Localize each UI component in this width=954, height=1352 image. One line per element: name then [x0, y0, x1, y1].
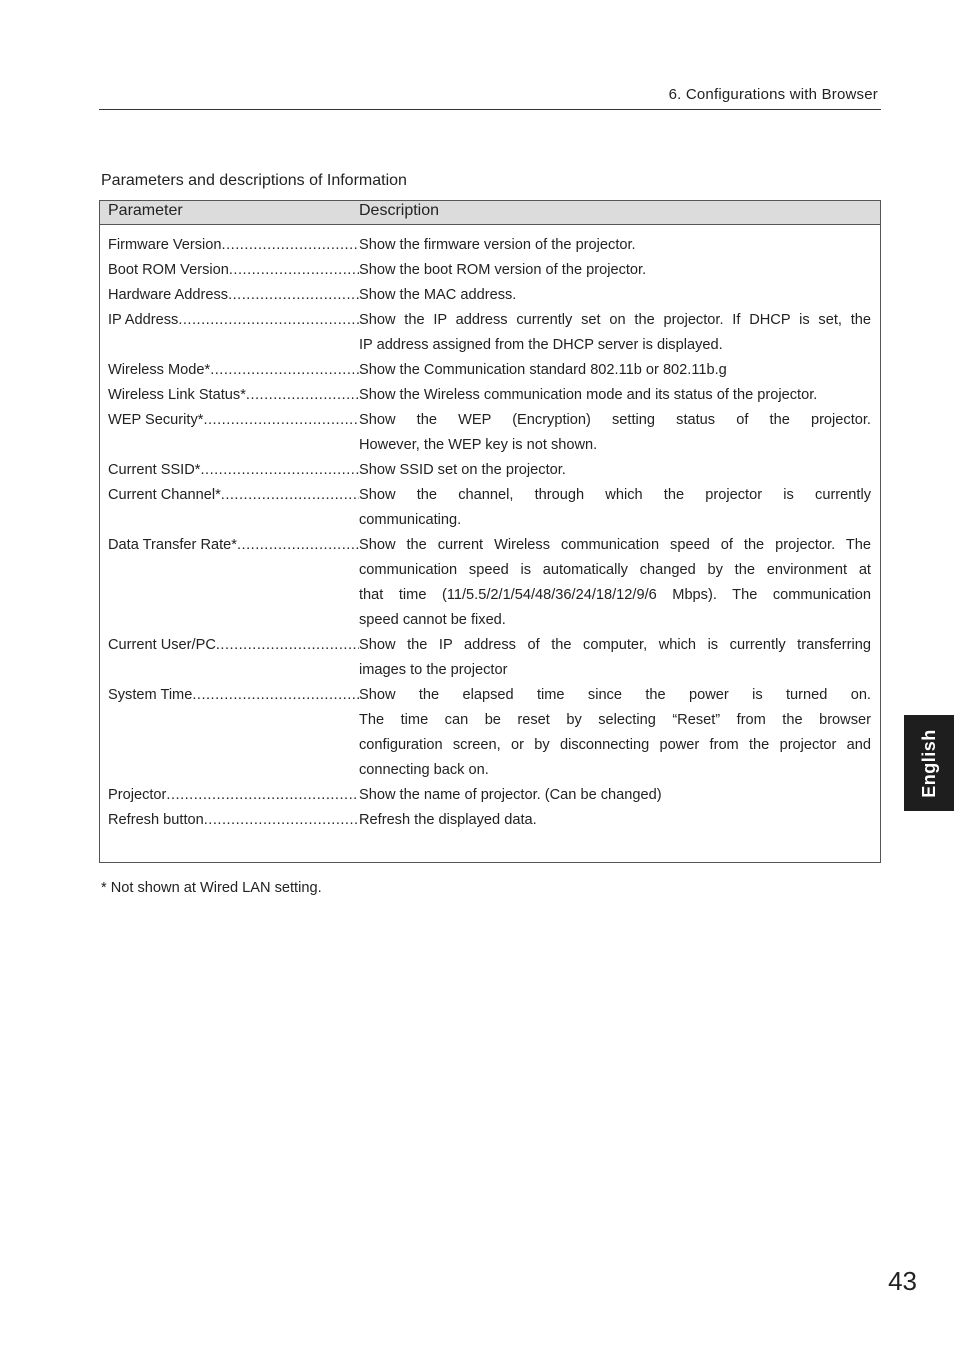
- table-row: [100, 808, 880, 833]
- table-row: [100, 233, 880, 258]
- description-line: Show the boot ROM version of the projector.: [359, 262, 647, 278]
- parameter-name: System Time: [108, 687, 193, 703]
- parameter-name: Current Channel*: [108, 487, 221, 503]
- description-cell: [359, 258, 871, 283]
- description-line: images to the projector: [359, 662, 508, 678]
- description-line: Show the current Wireless communication speed of the projector. The: [359, 537, 871, 553]
- description-line: Refresh the displayed data.: [359, 812, 537, 828]
- description-cell: [359, 283, 871, 308]
- parameter-name: Refresh button: [108, 812, 204, 828]
- parameter-cell: [100, 483, 359, 533]
- table-row: [100, 283, 880, 308]
- description-line: Show the elapsed time since the power is turned on.: [359, 687, 871, 703]
- description-line: Show SSID set on the projector.: [359, 462, 566, 478]
- description-cell: [359, 783, 871, 808]
- table-header: [100, 201, 880, 225]
- dot-leader: [216, 633, 359, 683]
- parameter-name: Firmware Version: [108, 237, 222, 253]
- dot-leader: [204, 808, 359, 833]
- dot-leader: [203, 408, 359, 458]
- description-line: IP address assigned from the DHCP server is displayed.: [359, 337, 723, 353]
- header-divider: [99, 109, 881, 110]
- description-cell: [359, 308, 871, 358]
- parameter-name: Current User/PC: [108, 637, 216, 653]
- parameter-cell: [100, 633, 359, 683]
- table-row: [100, 308, 880, 358]
- footnote: * Not shown at Wired LAN setting.: [101, 880, 322, 896]
- description-line: Show the Wireless communication mode and its status of the projector.: [359, 387, 818, 403]
- parameter-name: Wireless Link Status*: [108, 387, 246, 403]
- parameter-name: Projector: [108, 787, 167, 803]
- description-cell: [359, 483, 871, 533]
- description-cell: [359, 358, 871, 383]
- language-tab-label: English: [918, 728, 939, 798]
- parameter-name: Hardware Address: [108, 287, 229, 303]
- parameter-cell: [100, 408, 359, 458]
- table-row: [100, 383, 880, 408]
- dot-leader: [210, 358, 359, 383]
- description-cell: [359, 533, 871, 633]
- parameter-cell: [100, 808, 359, 833]
- parameter-name: Current SSID*: [108, 462, 201, 478]
- description-cell: [359, 408, 871, 458]
- description-line: Show the WEP (Encryption) setting status of the projector.: [359, 412, 871, 428]
- parameter-cell: [100, 358, 359, 383]
- parameter-cell: [100, 383, 359, 408]
- dot-leader: [222, 233, 359, 258]
- table-row: [100, 483, 880, 533]
- table-row: [100, 783, 880, 808]
- dot-leader: [192, 683, 359, 783]
- section-caption: Parameters and descriptions of Information: [101, 172, 407, 189]
- page-number: 43: [888, 1266, 917, 1296]
- description-cell: [359, 808, 871, 833]
- dot-leader: [229, 258, 359, 283]
- running-header: 6. Configurations with Browser: [668, 86, 878, 103]
- description-line: Show the MAC address.: [359, 287, 517, 303]
- column-header-description: Description: [359, 202, 440, 219]
- table-body: [100, 225, 880, 833]
- parameter-cell: [100, 683, 359, 783]
- description-line: However, the WEP key is not shown.: [359, 437, 598, 453]
- parameter-cell: [100, 458, 359, 483]
- description-cell: [359, 458, 871, 483]
- description-line: Show the channel, through which the projector is currently: [359, 487, 871, 503]
- parameter-name: WEP Security*: [108, 412, 204, 428]
- description-line: The time can be reset by selecting “Reset” from the browser: [359, 712, 871, 728]
- parameter-name: IP Address: [108, 312, 179, 328]
- table-row: [100, 458, 880, 483]
- parameter-cell: [100, 258, 359, 283]
- parameter-cell: [100, 283, 359, 308]
- description-cell: [359, 633, 871, 683]
- dot-leader: [178, 308, 359, 358]
- information-table: [99, 200, 881, 863]
- description-line: Show the IP address of the computer, which is currently transferring: [359, 637, 871, 653]
- parameter-name: Data Transfer Rate*: [108, 537, 237, 553]
- table-row: [100, 408, 880, 458]
- table-row: [100, 683, 880, 783]
- description-line: Show the Communication standard 802.11b or 802.11b.g: [359, 362, 727, 378]
- dot-leader: [237, 533, 359, 633]
- parameter-cell: [100, 783, 359, 808]
- parameter-name: Wireless Mode*: [108, 362, 211, 378]
- table-row: [100, 633, 880, 683]
- description-line: that time (11/5.5/2/1/54/48/36/24/18/12/9/6 Mbps). The communication: [359, 587, 871, 603]
- dot-leader: [228, 283, 359, 308]
- description-line: speed cannot be fixed.: [359, 612, 506, 628]
- dot-leader: [246, 383, 359, 408]
- parameter-cell: [100, 533, 359, 633]
- description-line: communicating.: [359, 512, 462, 528]
- description-line: communication speed is automatically changed by the environment at: [359, 562, 871, 578]
- table-row: [100, 533, 880, 633]
- dot-leader: [221, 483, 359, 533]
- table-row: [100, 358, 880, 383]
- description-line: Show the name of projector. (Can be changed): [359, 787, 662, 803]
- description-cell: [359, 383, 871, 408]
- table-row: [100, 258, 880, 283]
- description-line: connecting back on.: [359, 762, 489, 778]
- column-header-parameter: Parameter: [108, 202, 183, 219]
- description-line: configuration screen, or by disconnecting power from the projector and: [359, 737, 871, 753]
- parameter-name: Boot ROM Version: [108, 262, 229, 278]
- dot-leader: [200, 458, 359, 483]
- parameter-cell: [100, 233, 359, 258]
- description-line: Show the IP address currently set on the projector. If DHCP is set, the: [359, 312, 871, 328]
- dot-leader: [166, 783, 359, 808]
- parameter-cell: [100, 308, 359, 358]
- language-tab: [904, 715, 954, 811]
- description-line: Show the firmware version of the projector.: [359, 237, 636, 253]
- description-cell: [359, 683, 871, 783]
- description-cell: [359, 233, 871, 258]
